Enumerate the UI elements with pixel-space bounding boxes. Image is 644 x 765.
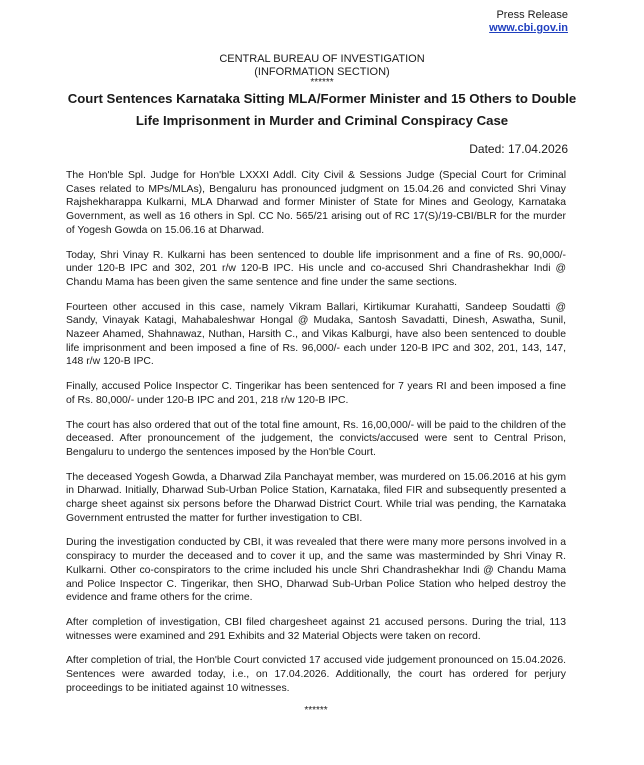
headline-line-1: Court Sentences Karnataka Sitting MLA/Former Minister and 15 Others to Double: [67, 91, 577, 106]
release-date: Dated: 17.04.2026: [469, 142, 568, 156]
paragraph-investigation: During the investigation conducted by CBI, it was revealed that there were many more persons involved in a conspiracy to murder the deceased and to cover it up, and the same was masterminded by Shri Vinay R. Kulkarni. Other co-conspirators to the crime included his uncle Shri Chandrashekhar Indi @ Chandu Mama and Police Inspector C. Tingerikar, then SHO, Dharwad Sub-Urban Police Station who helped destroy the evidence and frame others for the crime.: [66, 537, 566, 604]
paragraph-fine-compensation: The court has also ordered that out of the total fine amount, Rs. 16,00,000/- will be paid to the children of the deceased. After pronouncement of the judgement, the convicts/accused were sent to Central Prison, Bengaluru to undergo the sentences imposed by the Hon'ble Court.: [66, 419, 566, 458]
agency-block: [0, 53, 644, 87]
agency-section: (INFORMATION SECTION): [254, 66, 390, 78]
website-link[interactable]: www.cbi.gov.in: [489, 22, 568, 34]
paragraph-tingerikar: Finally, accused Police Inspector C. Tingerikar has been sentenced for 7 years RI and been imposed a fine of Rs. 80,000/- under 120-B IPC and 201, 218 r/w 120-B IPC.: [66, 381, 566, 406]
agency-name: CENTRAL BUREAU OF INVESTIGATION: [219, 53, 425, 65]
headline: [60, 88, 584, 132]
release-header: [489, 9, 568, 35]
agency-divider: ******: [310, 77, 334, 88]
end-marker: ******: [304, 704, 328, 716]
paragraph-chargesheet: After completion of investigation, CBI filed chargesheet against 21 accused persons. During the trial, 113 witnesses were examined and 291 Exhibits and 32 Material Objects were taken on record.: [66, 616, 566, 642]
press-release-label: Press Release: [496, 9, 568, 21]
paragraph-judgment: The Hon'ble Spl. Judge for Hon'ble LXXXI Addl. City Civil & Sessions Judge (Special Court for Criminal Cases related to MPs/MLAs), Bengaluru has pronounced judgment on 15.04.26 and convicted Shri Vinay Rajshekharappa Kulkarni, MLA Dharwad and former Minister of State for Mines and Geology, Karnataka Government, as well as 16 others in Spl. CC No. 565/21 arising out of RC 17(S)/19-CBI/BLR for the murder of Yogesh Gowda on 15.06.16 at Dharwad.: [66, 170, 566, 236]
headline-line-2: Life Imprisonment in Murder and Criminal Conspiracy Case: [135, 113, 509, 128]
paragraph-background: The deceased Yogesh Gowda, a Dharwad Zila Panchayat member, was murdered on 15.06.2016 at his gym in Dharwad. Initially, Dharwad Sub-Urban Police Station, Karnataka, filed FIR and subsequently presented a charge sheet against six persons before the Dharwad District Court. While trial was pending, the Karnataka Government entrusted the matter for further investigation to CBI.: [66, 471, 566, 524]
release-body: [66, 169, 566, 717]
paragraph-conviction: After completion of trial, the Hon'ble Court convicted 17 accused vide judgement pronounced on 15.04.2026. Sentences were awarded today, i.e., on 17.04.2026. Additionally, the court has ordered for perjury proceedings to be initiated against 10 witnesses.: [66, 655, 566, 694]
paragraph-kulkarni-sentence: Today, Shri Vinay R. Kulkarni has been sentenced to double life imprisonment and a fine of Rs. 90,000/- under 120-B IPC and 302, 201 r/w 120-B IPC. His uncle and co-accused Shri Chandrashekhar Indi @ Chandu Mama has been given the same sentence and fine under the same sections.: [66, 249, 566, 288]
paragraph-other-accused: Fourteen other accused in this case, namely Vikram Ballari, Kirtikumar Kurahatti, Sandeep Soudatti @ Sandy, Vinayak Katagi, Mahabaleshwar Hongal @ Mudaka, Santosh Savadatti, Dinesh, Aswatha, Sunil, Nazeer Ahamed, Shahnawaz, Nuthan, Harsith C., and Vikas Kalburgi, have also been sentenced to double life imprisonment and been imposed a fine of Rs. 96,000/- each under 120-B IPC and 302, 201, 143, 147, 148 r/w 120-B IPC.: [66, 301, 566, 368]
